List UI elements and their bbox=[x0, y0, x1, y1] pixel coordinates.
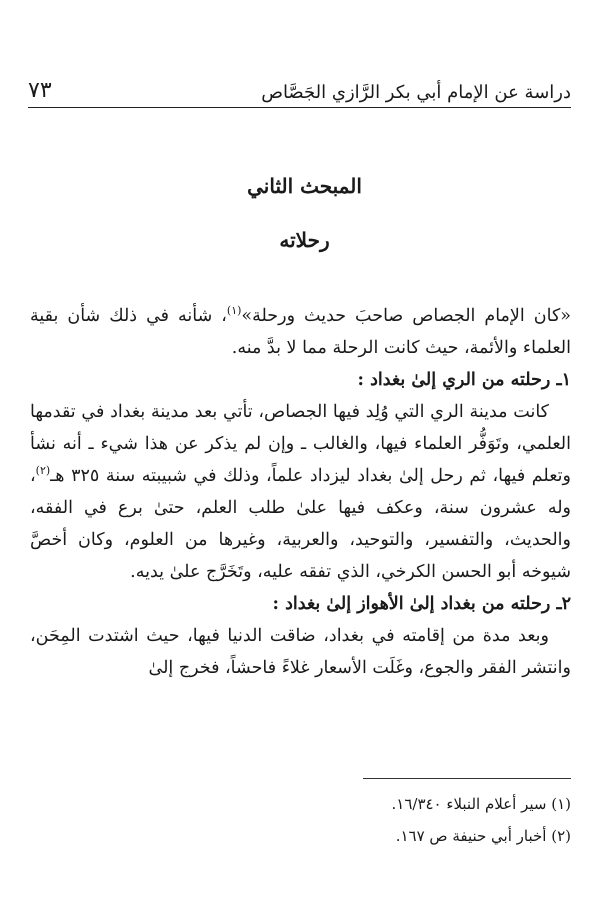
footnote-ref-1: (١) bbox=[226, 304, 242, 318]
page-header bbox=[28, 68, 571, 102]
main-text bbox=[30, 300, 571, 684]
section-heading-1: ١ـ رحلته من الري إلىٰ بغداد : bbox=[357, 370, 571, 390]
chapter-title: المبحث الثاني bbox=[247, 174, 362, 198]
chapter-subtitle: رحلاته bbox=[279, 228, 330, 252]
running-title: دراسة عن الإمام أبي بكر الرَّازي الجَصَّاص bbox=[261, 82, 571, 103]
intro-quote: «كان الإمام الجصاص صاحبَ حديث ورحلة» bbox=[241, 306, 571, 326]
section-2-paragraph: وبعد مدة من إقامته في بغداد، ضاقت الدنيا فيها، حيث اشتدت المِحَن، وانتشر الفقر والجوع، وغَلَت الأسعار غلاءً فاحشاً، فخرج إلىٰ bbox=[30, 626, 571, 678]
header-divider bbox=[28, 107, 571, 108]
section-1-text-a: كانت مدينة الري التي وُلِد فيها الجصاص، تأتي بعد مدينة بغداد في تقدمها العلمي، وتَوَفُّر العلماء فيها، والغالب ـ وإن لم يذكر عن هذا شيء ـ أنه نشأ وتعلم فيها، ثم رحل إلىٰ بغداد ليزداد علماً، وذلك في شبيبته سنة ٣٢٥ هـ bbox=[30, 402, 571, 486]
intro-paragraph bbox=[30, 300, 571, 364]
section-1-text-b: ، وله عشرون سنة، وعكف فيها علىٰ طلب العلم، حتىٰ برع في الفقه، والحديث، والتفسير، والتوحيد، والعربية، وغيرها من العلوم، وكان أخصَّ شيوخه أبو الحسن الكرخي، الذي تفقه عليه، وتَخَرَّج علىٰ يديه. bbox=[30, 466, 571, 582]
footnote-2: (٢) أخبار أبي حنيفة ص ١٦٧. bbox=[395, 827, 571, 845]
footnote-divider bbox=[363, 778, 571, 779]
footnote-1: (١) سير أعلام النبلاء ١٦/٣٤٠. bbox=[391, 795, 571, 813]
footnotes bbox=[30, 788, 571, 852]
footnote-ref-2: (٢) bbox=[35, 464, 51, 478]
section-1-paragraph bbox=[30, 396, 571, 588]
page-number: ٧٣ bbox=[28, 78, 52, 103]
intro-rest: ، شأنه في ذلك شأن بقية العلماء والأئمة، حيث كانت الرحلة مما لا بدَّ منه. bbox=[30, 306, 571, 358]
section-heading-2: ٢ـ رحلته من بغداد إلىٰ الأهواز إلىٰ بغداد : bbox=[272, 594, 571, 614]
